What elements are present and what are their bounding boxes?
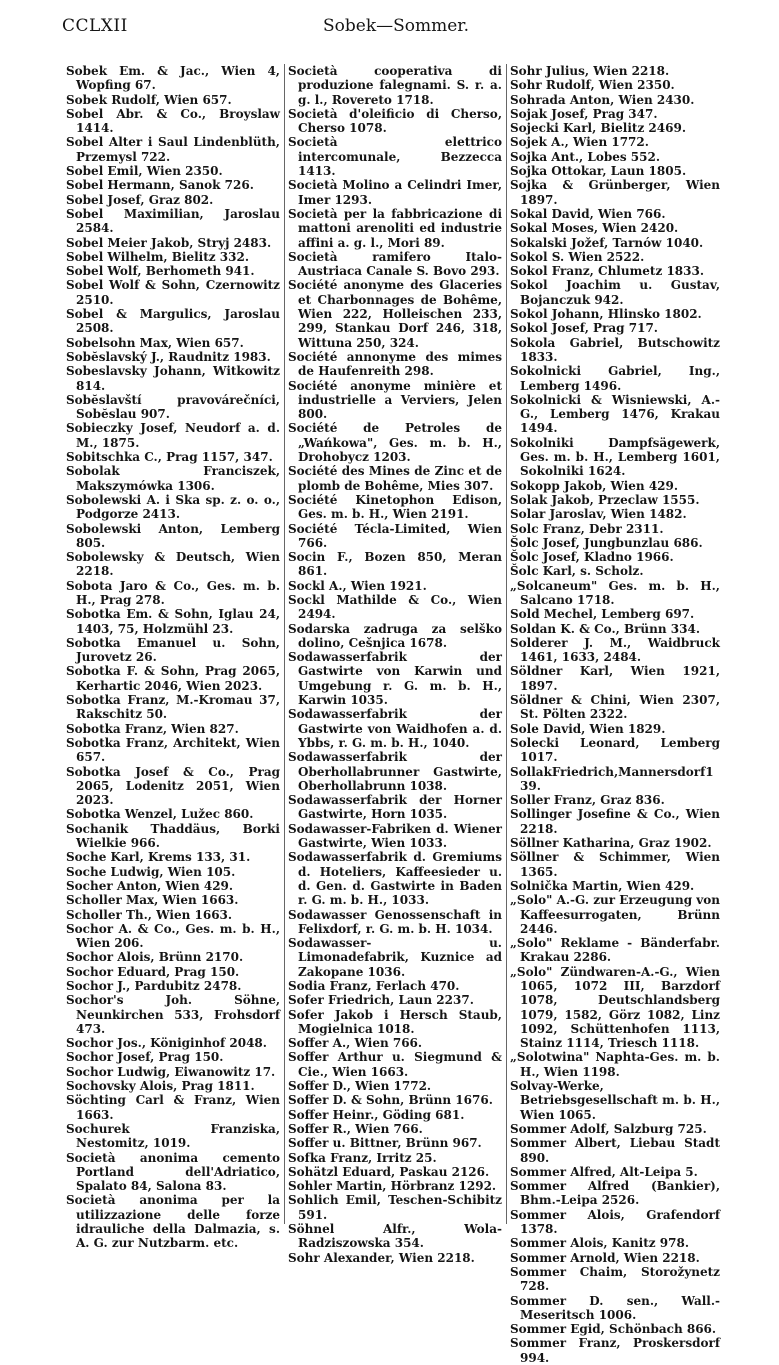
directory-entry: Sokol Franz, Chlumetz 1833. — [510, 264, 705, 279]
directory-entry: Soffer Arthur u. Siegmund & Cie., Wien 1663. — [288, 1050, 502, 1079]
directory-entry: Sokal David, Wien 766. — [510, 206, 666, 221]
directory-entry: Sokalski Jožef, Tarnów 1040. — [510, 235, 704, 250]
directory-entry: Solecki Leonard, Lemberg 1017. — [510, 735, 720, 765]
page-header — [62, 14, 730, 44]
directory-entry: „Solo" Reklame - Bänderfabr. Krakau 2286. — [510, 936, 720, 965]
directory-entry: Sojek A., Wien 1772. — [510, 135, 649, 150]
directory-entry: Sobitschka C., Prag 1157, 347. — [66, 450, 273, 465]
directory-entry: Société Kinetophon Edison, Ges. m. b. H., Wien 2191. — [288, 492, 502, 522]
directory-entry: Sodawasserfabrik der Gastwirte von Karwin und Umgebung r. G. m. b. H., Karwin 1035. — [288, 650, 502, 708]
directory-entry: Sochor J., Pardubitz 2478. — [66, 979, 242, 993]
page-number: CCLXII — [62, 16, 128, 36]
directory-entry: Sommer Alfred (Bankier), Bhm.-Leipa 2526. — [510, 1179, 720, 1208]
directory-entry: Sole David, Wien 1829. — [510, 721, 666, 736]
directory-entry: Sodawasserfabrik d. Gremiums d. Hoteliers, Kaffeesieder u. d. Gen. d. Gastwirte in Baden r. G. m. b. H., 1033. — [288, 850, 502, 908]
directory-entry: Sojka Ant., Lobes 552. — [510, 149, 661, 164]
directory-entry: Sochor Alois, Brünn 2170. — [66, 950, 244, 965]
directory-entry: Sodawasser Genossenschaft in Felixdorf, r. G. m. b. H. 1034. — [288, 907, 502, 936]
directory-entry: Söllner Katharina, Graz 1902. — [510, 836, 712, 851]
directory-entry: Solak Jakob, Przeclaw 1555. — [510, 492, 700, 507]
column-2 — [284, 64, 506, 1265]
directory-entry: Soche Karl, Krems 133, 31. — [66, 850, 251, 865]
directory-entry: Sobel & Margulics, Jaroslau 2508. — [66, 307, 280, 336]
directory-entry: Società d'oleificio di Cherso, Cherso 1078. — [288, 106, 502, 136]
directory-entry: Sokola Gabriel, Butschowitz 1833. — [510, 335, 720, 364]
directory-entry: Sommer Egid, Schönbach 866. — [510, 1322, 717, 1337]
directory-entry: Sobotka Em. & Sohn, Iglau 24, 1403, 75, Holzmühl 23. — [66, 607, 280, 636]
directory-entry: Società cooperativa di produzione falegnami. S. r. a. g. l., Rovereto 1718. — [288, 64, 502, 107]
directory-entry: Sofka Franz, Irritz 25. — [288, 1150, 437, 1165]
directory-entry: „Solo" Zündwaren-A.-G., Wien 1065, 1072 III, Barzdorf 1078, Deutschlandsberg 1079, 1582, Görz 1082, Linz 1092, Schüttenhofen 1113, Stainz 1114, Triesch 1118. — [510, 964, 720, 1051]
directory-entry: Sommer Alois, Kanitz 978. — [510, 1236, 689, 1251]
directory-entry: Sobel Alter i Saul Lindenblüth, Przemysl 722. — [66, 135, 280, 164]
directory-entry: Sobek Em. & Jac., Wien 4, Wopfing 67. — [66, 64, 280, 93]
directory-entry: Sobel Maximilian, Jaroslau 2584. — [66, 206, 280, 236]
directory-entry: Sobotka F. & Sohn, Prag 2065, Kerhartic 2046, Wien 2023. — [66, 664, 280, 693]
directory-entry: Sokol Joachim u. Gustav, Bojanczuk 942. — [510, 278, 720, 307]
directory-entry: Sojka & Grünberger, Wien 1897. — [510, 178, 720, 207]
directory-entry: Soffer u. Bittner, Brünn 967. — [288, 1136, 482, 1151]
directory-entry: Sobĕslavský J., Raudnitz 1983. — [66, 349, 271, 364]
directory-entry: Sobotka Josef & Co., Prag 2065, Lodenitz 2051, Wien 2023. — [66, 764, 280, 808]
directory-entry: „Solotwina" Naphta-Ges. m. b. H., Wien 1198. — [510, 1050, 720, 1079]
directory-entry: Sobotka Wenzel, Lužec 860. — [66, 807, 254, 822]
directory-entry: Sommer Alfred, Alt-Leipa 5. — [510, 1164, 698, 1179]
directory-entry: Sohr Rudolf, Wien 2350. — [510, 78, 675, 93]
directory-entry: Soffer R., Wien 766. — [288, 1121, 423, 1136]
directory-entry: Société anonyme des Glaceries et Charbonnages de Bohême, Wien 222, Holleischen 233, 299, Stankau Dorf 246, 318, Wittuna 250, 324. — [288, 278, 502, 350]
directory-entry: Sobel Wilhelm, Bielitz 332. — [66, 249, 249, 264]
directory-entry: Sokol Johann, Hlinsko 1802. — [510, 307, 702, 322]
directory-entry: Società elettrico intercomunale, Bezzecca 1413. — [288, 135, 502, 179]
directory-entry: Sollinger Josefine & Co., Wien 2218. — [510, 807, 720, 836]
directory-entry: Société Técla-Limited, Wien 766. — [288, 521, 502, 550]
directory-entry: Sodawasserfabrik der Horner Gastwirte, Horn 1035. — [288, 793, 502, 822]
directory-entry: Sobotka Emanuel u. Sohn, Jurovetz 26. — [66, 635, 280, 665]
directory-entry: Sommer Albert, Liebau Stadt 890. — [510, 1136, 720, 1165]
directory-entry: Sokolniki Dampfsägewerk, Ges. m. b. H., Lemberg 1601, Sokolniki 1624. — [510, 435, 720, 479]
directory-entry: Scholler Th., Wien 1663. — [66, 907, 233, 922]
directory-entry: Soldan K. & Co., Brünn 334. — [510, 621, 701, 636]
directory-entry: Société anonyme minière et industrielle a Verviers, Jelen 800. — [288, 378, 502, 422]
directory-entry: Sokolnicki & Wisniewski, A.-G., Lemberg 1476, Krakau 1494. — [510, 392, 720, 436]
directory-entry: Soffer A., Wien 766. — [288, 1036, 423, 1051]
directory-entry: Solnička Martin, Wien 429. — [510, 878, 695, 893]
directory-entry: Sojka Ottokar, Laun 1805. — [510, 164, 687, 179]
directory-entry: Sochor Ludwig, Eiwanowitz 17. — [66, 1064, 276, 1079]
directory-entry: Šolc Josef, Jungbunzlau 686. — [510, 535, 703, 550]
directory-entry: Söldner Karl, Wien 1921, 1897. — [510, 664, 720, 693]
directory-entry: Soffer Heinr., Göding 681. — [288, 1107, 465, 1122]
directory-entry: Sobel Abr. & Co., Broyslaw 1414. — [66, 106, 280, 136]
directory-entry: Söldner & Chini, Wien 2307, St. Pölten 2322. — [510, 693, 720, 722]
directory-entry: Sobotka Franz, Wien 827. — [66, 721, 239, 736]
directory-entry: Sochor Jos., Königinhof 2048. — [66, 1036, 267, 1051]
directory-entry: Sommer Chaim, Storožynetz 728. — [510, 1264, 720, 1294]
directory-entry: Société annonyme des mimes de Haufenreith 298. — [288, 349, 502, 379]
directory-entry: Šolc Josef, Kladno 1966. — [510, 550, 674, 565]
directory-entry: Sochovsky Alois, Prag 1811. — [66, 1079, 255, 1094]
directory-entry: Sockl A., Wien 1921. — [288, 578, 427, 593]
directory-entry: Solar Jaroslav, Wien 1482. — [510, 507, 687, 522]
directory-entry: Sodawasser-Fabriken d. Wiener Gastwirte, Wien 1033. — [288, 821, 502, 851]
directory-entry: Società anonima cemento Portland dell'Adriatico, Spalato 84, Salona 83. — [66, 1150, 280, 1194]
directory-entry: Söchting Carl & Franz, Wien 1663. — [66, 1093, 280, 1122]
directory-entry: Sobel Emil, Wien 2350. — [66, 164, 223, 179]
directory-entry: Società anonima per la utilizzazione delle forze idrauliche della Dalmazia, s. A. G. zur Nutzbarm. etc. — [66, 1193, 280, 1251]
directory-entry: Söhnel Alfr., Wola-Radziszowska 354. — [288, 1222, 502, 1251]
page-title: Sobek—Sommer. — [323, 16, 469, 36]
directory-entry: Solvay-Werke, Betriebsgesellschaft m. b. H., Wien 1065. — [510, 1079, 720, 1122]
directory-entry: Soller Franz, Graz 836. — [510, 793, 665, 808]
directory-entry: Sokopp Jakob, Wien 429. — [510, 478, 679, 493]
column-1 — [66, 64, 284, 1251]
directory-entry: Soche Ludwig, Wien 105. — [66, 864, 236, 879]
directory-entry: Socher Anton, Wien 429. — [66, 878, 234, 893]
directory-entry: Sochurek Franziska, Nestomitz, 1019. — [66, 1121, 280, 1151]
directory-entry: Sommer Adolf, Salzburg 725. — [510, 1121, 707, 1136]
directory-entry: Sochor's Joh. Söhne, Neunkirchen 533, Frohsdorf 473. — [66, 993, 280, 1036]
directory-entry: Sobolewski A. i Ska sp. z. o. o., Podgorze 2413. — [66, 492, 280, 522]
directory-entry: Sohrada Anton, Wien 2430. — [510, 92, 695, 107]
directory-entry: Sohr Alexander, Wien 2218. — [288, 1250, 475, 1265]
directory-entry: Société des Mines de Zinc et de plomb de Bohême, Mies 307. — [288, 464, 502, 493]
directory-entry: Sohätzl Eduard, Paskau 2126. — [288, 1164, 490, 1179]
directory-entry: Solc Franz, Debr 2311. — [510, 521, 664, 536]
directory-entry: Sobota Jaro & Co., Ges. m. b. H., Prag 278. — [66, 578, 280, 607]
directory-entry: Sold Mechel, Lemberg 697. — [510, 607, 695, 622]
directory-entry: Società ramifero Italo-Austriaca Canale S. Bovo 293. — [288, 249, 502, 279]
directory-entry: Sojak Josef, Prag 347. — [510, 106, 658, 121]
directory-entry: Sommer Arnold, Wien 2218. — [510, 1250, 700, 1265]
directory-entry: Sochanik Thaddäus, Borki Wielkie 966. — [66, 821, 280, 851]
directory-entry: Sobel Hermann, Sanok 726. — [66, 178, 254, 193]
directory-entry: SollakFriedrich,Mannersdorf139. — [510, 764, 714, 793]
directory-entry: Solderer J. M., Waidbruck 1461, 1633, 2484. — [510, 635, 720, 665]
directory-entry: Sommer Alois, Grafendorf 1378. — [510, 1207, 720, 1237]
directory-columns — [66, 64, 720, 1365]
directory-entry: Sobieczky Josef, Neudorf a. d. M., 1875. — [66, 421, 280, 450]
directory-entry: Sobelsohn Max, Wien 657. — [66, 335, 244, 350]
directory-entry: Sofer Jakob i Hersch Staub, Mogielnica 1018. — [288, 1007, 502, 1036]
directory-entry: Sobotka Franz, M.-Kromau 37, Rakschitz 50. — [66, 693, 280, 722]
directory-entry: Sojecki Karl, Bielitz 2469. — [510, 121, 687, 136]
directory-entry: Sofer Friedrich, Laun 2237. — [288, 993, 474, 1008]
directory-entry: Sodia Franz, Ferlach 470. — [288, 979, 460, 993]
directory-entry: Sobĕslavští pravovárečníci, Sobĕslau 907. — [66, 392, 280, 422]
directory-entry: Sokal Moses, Wien 2420. — [510, 221, 679, 236]
directory-entry: Soffer D. & Sohn, Brünn 1676. — [288, 1093, 493, 1108]
directory-entry: Sodawasserfabrik der Gastwirte von Waidhofen a. d. Ybbs, r. G. m. b. H., 1040. — [288, 707, 502, 750]
directory-entry: Sobel Wolf, Berhometh 941. — [66, 264, 255, 279]
directory-entry: Sobotka Franz, Architekt, Wien 657. — [66, 735, 280, 765]
directory-entry: Sokolnicki Gabriel, Ing., Lemberg 1496. — [510, 364, 720, 393]
directory-entry: Scholler Max, Wien 1663. — [66, 893, 239, 908]
directory-entry: Sohler Martin, Hörbranz 1292. — [288, 1179, 497, 1194]
directory-entry: Sokol S. Wien 2522. — [510, 249, 645, 264]
directory-entry: Società Molino a Celindri Imer, Imer 1293. — [288, 178, 502, 207]
directory-entry: Sobolak Franciszek, Makszymówka 1306. — [66, 464, 280, 493]
directory-entry: Sockl Mathilde & Co., Wien 2494. — [288, 592, 502, 622]
directory-entry: Sohr Julius, Wien 2218. — [510, 64, 670, 78]
directory-entry: Sobel Meier Jakob, Stryj 2483. — [66, 235, 272, 250]
directory-entry: Sobeslavsky Johann, Witkowitz 814. — [66, 364, 280, 393]
directory-entry: Sochor Eduard, Prag 150. — [66, 964, 240, 979]
directory-entry: Sobolewsky & Deutsch, Wien 2218. — [66, 550, 280, 579]
directory-entry: „Solcaneum" Ges. m. b. H., Salcano 1718. — [510, 578, 720, 607]
directory-entry: Sommer Franz, Proskersdorf 994. — [510, 1336, 720, 1365]
directory-entry: Šolc Karl, s. Scholz. — [510, 564, 644, 579]
directory-entry: Sobek Rudolf, Wien 657. — [66, 92, 232, 107]
directory-entry: Société de Petroles de „Wańkowa", Ges. m. b. H., Drohobycz 1203. — [288, 421, 502, 465]
directory-entry: Sodarska zadruga za selško dolino, Cešnjica 1678. — [288, 621, 502, 650]
directory-entry: Söllner & Schimmer, Wien 1365. — [510, 850, 720, 879]
directory-entry: Sochor A. & Co., Ges. m. b. H., Wien 206. — [66, 921, 280, 951]
directory-entry: Sommer D. sen., Wall.-Meseritsch 1006. — [510, 1293, 720, 1322]
directory-entry: Socin F., Bozen 850, Meran 861. — [288, 550, 502, 579]
directory-entry: Sodawasserfabrik der Oberhollabrunner Gastwirte, Oberhollabrunn 1038. — [288, 750, 502, 793]
column-3 — [506, 64, 720, 1365]
directory-entry: Società per la fabbricazione di mattoni arenoliti ed industrie affini a. g. l., Mori 89. — [288, 206, 502, 250]
directory-entry: Sokol Josef, Prag 717. — [510, 321, 658, 336]
directory-entry: Sohlich Emil, Teschen-Schibitz 591. — [288, 1193, 502, 1222]
directory-entry: Sodawasser- u. Limonadefabrik, Kuznice ad Zakopane 1036. — [288, 936, 502, 979]
directory-entry: Sobel Josef, Graz 802. — [66, 192, 214, 207]
directory-entry: Sochor Josef, Prag 150. — [66, 1050, 224, 1065]
directory-entry: „Solo" A.-G. zur Erzeugung von Kaffeesurrogaten, Brünn 2446. — [510, 893, 720, 936]
directory-entry: Soffer D., Wien 1772. — [288, 1079, 432, 1094]
directory-entry: Sobel Wolf & Sohn, Czernowitz 2510. — [66, 278, 280, 307]
directory-entry: Sobolewski Anton, Lemberg 805. — [66, 521, 280, 550]
